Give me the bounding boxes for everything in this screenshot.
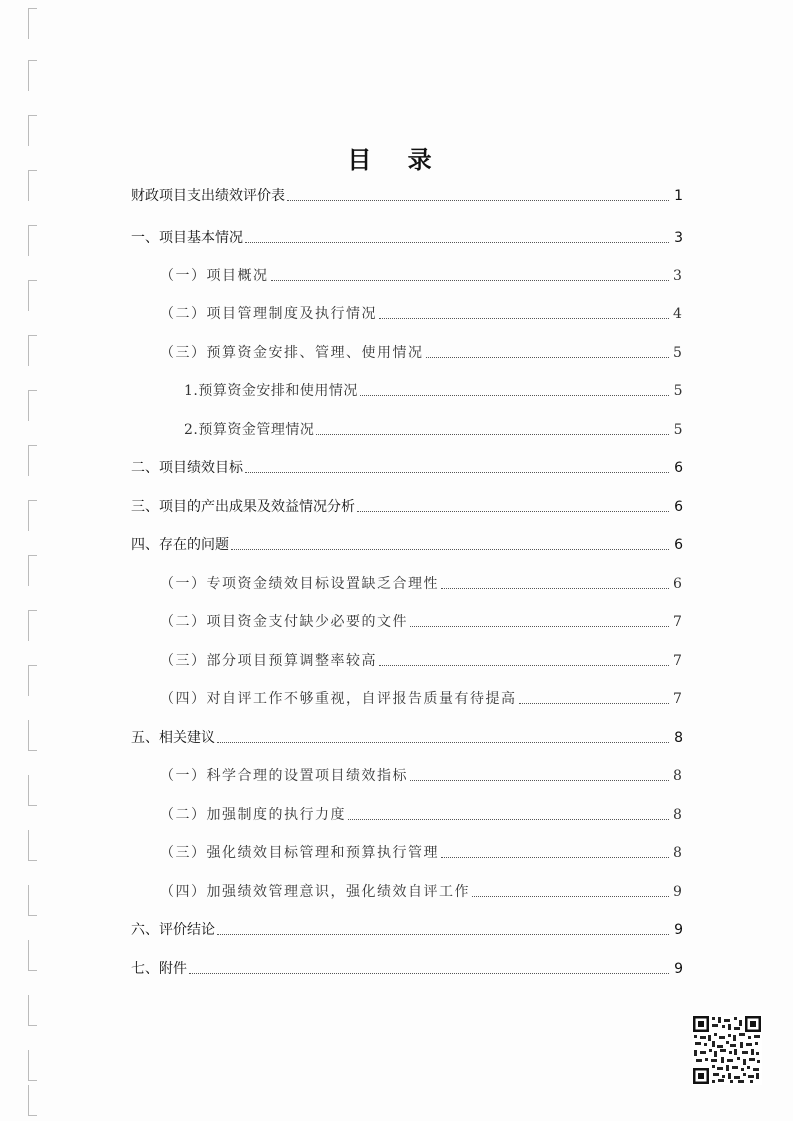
toc-entry-label: 六、评价结论 — [131, 922, 215, 938]
toc-entry-page: 3 — [674, 230, 683, 246]
toc-entry-label: （三）部分项目预算调整率较高 — [160, 653, 377, 669]
toc-entry-label: 七、附件 — [131, 961, 187, 977]
dot-leader — [379, 665, 669, 666]
toc-entry-label: （四）加强绩效管理意识，强化绩效自评工作 — [160, 884, 470, 900]
toc-entry[interactable] — [160, 879, 683, 901]
toc-entry-page: 5 — [673, 422, 683, 438]
toc-entry[interactable] — [131, 494, 683, 516]
toc-entry-label: （二）项目资金支付缺少必要的文件 — [160, 614, 408, 630]
dot-leader — [245, 472, 669, 473]
toc-entry-page: 9 — [674, 961, 683, 977]
toc-entry[interactable] — [160, 648, 683, 670]
toc-entry-page: 8 — [673, 845, 684, 861]
toc-entry-label: （二）项目管理制度及执行情况 — [160, 306, 377, 322]
toc-entry[interactable] — [160, 840, 683, 862]
dot-leader — [245, 242, 669, 243]
toc-entry-label: 二、项目绩效目标 — [131, 460, 243, 476]
dot-leader — [231, 549, 669, 550]
toc-entry-page: 7 — [673, 653, 684, 669]
toc-entry-label: （二）加强制度的执行力度 — [160, 807, 346, 823]
toc-entry-page: 8 — [673, 768, 684, 784]
dot-leader — [441, 588, 669, 589]
toc-entry[interactable] — [160, 609, 683, 631]
toc-entry-page: 5 — [673, 383, 683, 399]
dot-leader — [410, 780, 669, 781]
dot-leader — [189, 973, 669, 974]
toc-entry[interactable] — [160, 763, 683, 785]
toc-entry-page: 7 — [673, 614, 684, 630]
toc-entry-label: （三）预算资金安排、管理、使用情况 — [160, 345, 424, 361]
toc-entry[interactable] — [131, 725, 683, 747]
toc-entry-page: 5 — [673, 345, 684, 361]
toc-entry-page: 4 — [673, 306, 684, 322]
toc-entry-page: 8 — [674, 730, 683, 746]
toc-entry-label: 财政项目支出绩效评价表 — [131, 188, 285, 204]
dot-leader — [357, 511, 669, 512]
toc-entry[interactable] — [184, 378, 683, 400]
toc-entry[interactable] — [131, 455, 683, 477]
toc-entry-page: 6 — [674, 460, 683, 476]
toc-entry[interactable] — [131, 532, 683, 554]
toc-entry-label: （一）科学合理的设置项目绩效指标 — [160, 768, 408, 784]
toc-entry[interactable] — [131, 225, 683, 247]
toc-entry[interactable] — [160, 340, 683, 362]
toc-entry[interactable] — [160, 301, 683, 323]
toc-entry[interactable] — [160, 802, 683, 824]
toc-entry-label: （一）专项资金绩效目标设置缺乏合理性 — [160, 576, 439, 592]
toc-entry[interactable] — [131, 917, 683, 939]
toc-entry-label: （三）强化绩效目标管理和预算执行管理 — [160, 845, 439, 861]
toc-entry-page: 6 — [673, 576, 684, 592]
dot-leader — [472, 896, 669, 897]
dot-leader — [217, 934, 669, 935]
toc-entry-page: 6 — [674, 499, 683, 515]
toc-entry[interactable] — [131, 956, 683, 978]
dot-leader — [287, 200, 669, 201]
dot-leader — [217, 742, 669, 743]
toc-entry[interactable] — [184, 417, 683, 439]
dot-leader — [271, 280, 670, 281]
toc-entry-label: 三、项目的产出成果及效益情况分析 — [131, 499, 355, 515]
qr-code-icon — [692, 1015, 762, 1085]
toc-entry-page: 1 — [674, 188, 683, 204]
toc-entry-page: 3 — [673, 268, 684, 284]
toc-entry[interactable] — [131, 183, 683, 205]
toc-entry-page: 9 — [673, 884, 684, 900]
toc-entry-label: 2.预算资金管理情况 — [184, 422, 315, 438]
page-title: 目 录 — [347, 146, 446, 174]
toc-entry[interactable] — [160, 686, 683, 708]
dot-leader — [348, 819, 669, 820]
dot-leader — [441, 857, 669, 858]
dot-leader — [360, 395, 669, 396]
dot-leader — [379, 318, 669, 319]
toc-entry-page: 6 — [674, 537, 683, 553]
dot-leader — [426, 357, 670, 358]
toc-entry-page: 7 — [673, 691, 684, 707]
toc-entry-label: 1.预算资金安排和使用情况 — [184, 383, 358, 399]
dot-leader — [410, 626, 669, 627]
toc-entry-page: 8 — [673, 807, 684, 823]
toc-entry-label: （一）项目概况 — [160, 268, 269, 284]
toc-entry-label: 五、相关建议 — [131, 730, 215, 746]
toc-entry-label: 四、存在的问题 — [131, 537, 229, 553]
toc-entry-label: 一、项目基本情况 — [131, 230, 243, 246]
dot-leader — [316, 434, 669, 435]
toc-entry-label: （四）对自评工作不够重视，自评报告质量有待提高 — [160, 691, 517, 707]
dot-leader — [519, 703, 670, 704]
toc-entry[interactable] — [160, 263, 683, 285]
toc-entry-page: 9 — [674, 922, 683, 938]
toc-entry[interactable] — [160, 571, 683, 593]
